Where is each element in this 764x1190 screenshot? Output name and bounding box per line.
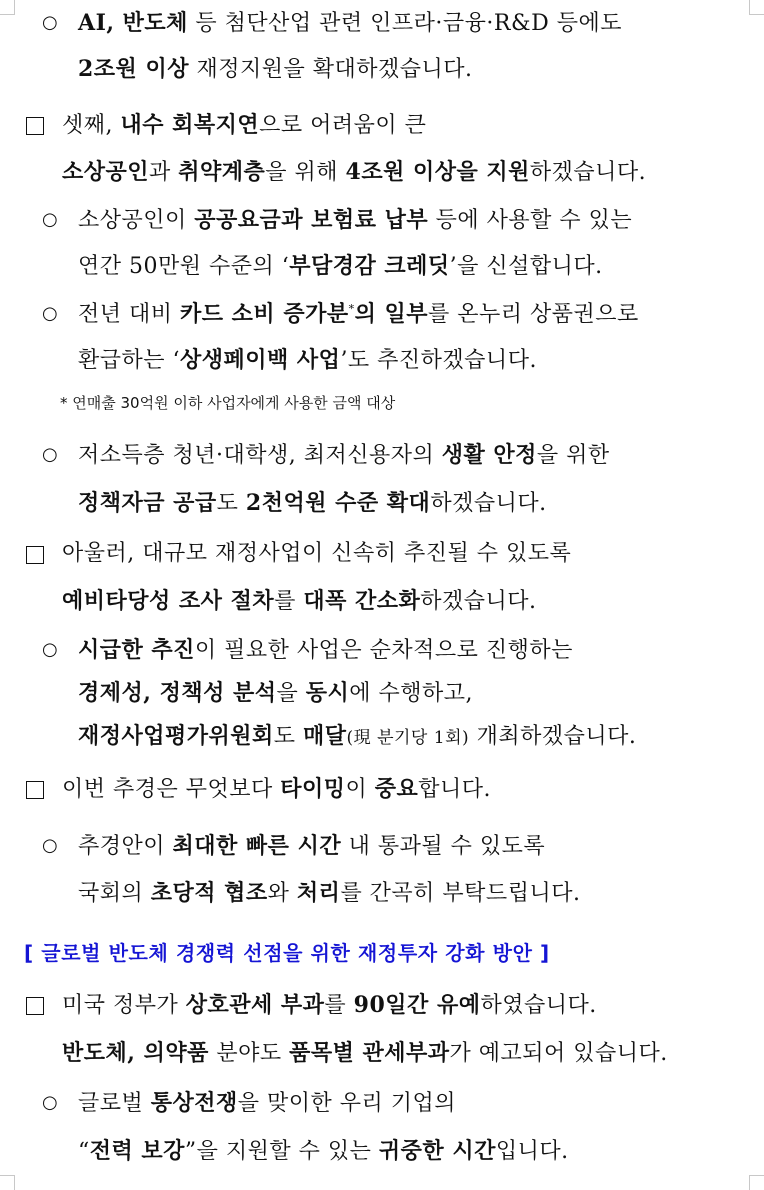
sub-point-line <box>78 345 537 376</box>
bold-text-run: 부담경감 크레딧 <box>289 253 450 279</box>
text-run: 을 위한 <box>536 443 610 468</box>
bold-text-run: 상호관세 부과 <box>185 992 325 1018</box>
sub-point-line <box>78 299 639 330</box>
text-run: 미국 정부가 <box>62 993 186 1018</box>
bold-text-run: 반도체, 의약품 <box>62 1040 209 1066</box>
circle-bullet-icon: ○ <box>42 12 58 33</box>
bold-text-run: 동시 <box>305 680 350 706</box>
page-corner-mark <box>749 0 764 15</box>
bold-text-run: 타이밍 <box>280 776 346 802</box>
sub-point-line <box>78 205 632 236</box>
bold-text-run: 품목별 관세부과 <box>289 1040 450 1066</box>
text-run: 하겠습니다. <box>420 589 537 614</box>
text-run: 과 <box>149 160 179 185</box>
bold-text-run: 상생페이백 사업 <box>180 347 341 373</box>
sub-point-line <box>78 440 610 471</box>
circle-bullet-icon: ○ <box>42 835 58 856</box>
text-run: 내 통과될 수 있도록 <box>341 834 546 859</box>
bold-text-run: 생활 안정 <box>441 442 537 468</box>
text-run: 전년 대비 <box>78 302 180 327</box>
text-run: 으로 어려움이 큰 <box>259 113 427 138</box>
bold-text-run: 내수 회복지연 <box>120 112 260 138</box>
main-point-line <box>62 990 597 1021</box>
bold-text-run: 재정사업평가위원회 <box>78 723 274 749</box>
text-run: 셋째, <box>62 113 121 138</box>
sub-point-line <box>78 488 547 519</box>
footnote-marker: * <box>348 302 355 316</box>
bold-text-run: 처리 <box>296 880 341 906</box>
main-point-line <box>62 774 491 805</box>
text-run: 이 <box>345 777 375 802</box>
text-run: 가 예고되어 있습니다. <box>449 1041 668 1066</box>
bold-text-run: 대폭 간소화 <box>303 588 421 614</box>
text-run: 분야도 <box>208 1041 290 1066</box>
bold-text-run: 최대한 빠른 시간 <box>172 833 342 859</box>
bold-text-run: 4조원 이상을 지원 <box>345 159 530 185</box>
sub-point-line <box>78 831 545 862</box>
bold-text-run: 전력 보강 <box>89 1138 185 1164</box>
bold-text-run: 의 일부 <box>354 301 429 327</box>
sub-point-line <box>78 721 636 753</box>
text-run: ”을 지원할 수 있는 <box>184 1139 379 1164</box>
parenthetical-text: (現 분기당 1회) <box>346 728 470 748</box>
text-run: 하겠습니다. <box>529 160 647 185</box>
text-run: 에 수행하고, <box>349 681 474 706</box>
text-run: 을 위해 <box>265 160 346 185</box>
text-run: 재정지원을 확대하겠습니다. <box>188 57 473 82</box>
text-run: 입니다. <box>495 1139 569 1164</box>
main-point-line <box>62 539 571 569</box>
bold-text-run: 시급한 추진 <box>78 637 195 663</box>
bold-text-run: 중요 <box>374 776 419 802</box>
sub-point-line <box>78 251 603 282</box>
text-run: 연간 50만원 수준의 ‘ <box>78 254 290 279</box>
footnote: * 연매출 30억원 이하 사업자에게 사용한 금액 대상 <box>60 394 396 412</box>
text-run: 환급하는 ‘ <box>78 348 180 373</box>
circle-bullet-icon: ○ <box>42 444 58 465</box>
checkbox-square-icon <box>26 546 44 564</box>
bold-text-run: 90일간 유예 <box>353 992 481 1018</box>
text-run: 이 필요한 사업은 순차적으로 진행하는 <box>194 638 573 663</box>
page-corner-mark <box>0 0 15 15</box>
text-run: 등 첨단산업 관련 인프라·금융·R&D 등에도 <box>187 11 622 36</box>
checkbox-square-icon <box>26 997 44 1015</box>
text-run: 를 온누리 상품권으로 <box>428 302 639 327</box>
text-run: 을 맞이한 우리 기업의 <box>237 1091 457 1116</box>
bold-text-run: 통상전쟁 <box>150 1090 238 1116</box>
checkbox-square-icon <box>26 117 44 135</box>
bold-text-run: 예비타당성 조사 절차 <box>62 588 275 614</box>
sub-point-line <box>78 1088 456 1119</box>
bold-text-run: 초당적 협조 <box>150 880 268 906</box>
text-run: “ <box>78 1139 90 1164</box>
sub-point-line <box>78 878 580 909</box>
text-run: 이번 추경은 무엇보다 <box>62 777 281 802</box>
circle-bullet-icon: ○ <box>42 209 58 230</box>
circle-bullet-icon: ○ <box>42 639 58 660</box>
section-heading: [ 글로벌 반도체 경쟁력 선점을 위한 재정투자 강화 방안 ] <box>24 941 550 965</box>
bold-text-run: AI, 반도체 <box>78 10 188 36</box>
page-corner-mark <box>0 1175 15 1190</box>
text-run: 를 간곡히 부탁드립니다. <box>340 881 581 906</box>
sub-point-line <box>78 1136 569 1167</box>
bold-text-run: 2조원 이상 <box>78 56 189 82</box>
text-run: 소상공인이 <box>78 208 195 233</box>
text-run: 등에 사용할 수 있는 <box>428 208 633 233</box>
sub-point-line <box>78 8 622 39</box>
bold-text-run: 2천억원 수준 확대 <box>245 490 431 516</box>
bold-text-run: 경제성, 정책성 분석 <box>78 680 277 706</box>
bold-text-run: 귀중한 시간 <box>378 1138 496 1164</box>
circle-bullet-icon: ○ <box>42 303 58 324</box>
text-run: 하겠습니다. <box>430 491 547 516</box>
text-run: 저소득층 청년·대학생, 최저신용자의 <box>78 443 442 468</box>
main-point-line <box>62 110 426 141</box>
main-point-line <box>62 586 537 617</box>
bold-text-run: 취약계층 <box>178 159 266 185</box>
bold-text-run: 공공요금과 보험료 납부 <box>194 207 429 233</box>
text-run: 아울러, 대규모 재정사업이 신속히 추진될 수 있도록 <box>62 541 572 566</box>
sub-point-line <box>78 54 473 85</box>
bold-text-run: 매달 <box>303 723 347 749</box>
sub-point-line <box>78 678 473 709</box>
main-point-line <box>62 1038 668 1069</box>
text-run: 글로벌 <box>78 1091 151 1116</box>
text-run: 와 <box>267 881 297 906</box>
bold-text-run: 카드 소비 증가분 <box>180 301 349 327</box>
main-point-line <box>62 157 646 188</box>
text-run: 하였습니다. <box>480 993 597 1018</box>
text-run: 개최하겠습니다. <box>469 724 637 749</box>
text-run: ’을 신설합니다. <box>449 254 603 279</box>
page-corner-mark <box>749 1175 764 1190</box>
text-run: 를 <box>274 589 304 614</box>
text-run: 을 <box>276 681 306 706</box>
text-run: 합니다. <box>418 777 492 802</box>
checkbox-square-icon <box>26 781 44 799</box>
text-run: 국회의 <box>78 881 151 906</box>
bold-text-run: 소상공인 <box>62 159 150 185</box>
text-run: 도 <box>216 491 246 516</box>
sub-point-line <box>78 635 573 666</box>
text-run: 를 <box>324 993 354 1018</box>
bold-text-run: 정책자금 공급 <box>78 490 217 516</box>
text-run: 추경안이 <box>78 834 173 859</box>
circle-bullet-icon: ○ <box>42 1092 58 1113</box>
text-run: 도 <box>273 724 304 749</box>
text-run: ’도 추진하겠습니다. <box>340 348 537 373</box>
